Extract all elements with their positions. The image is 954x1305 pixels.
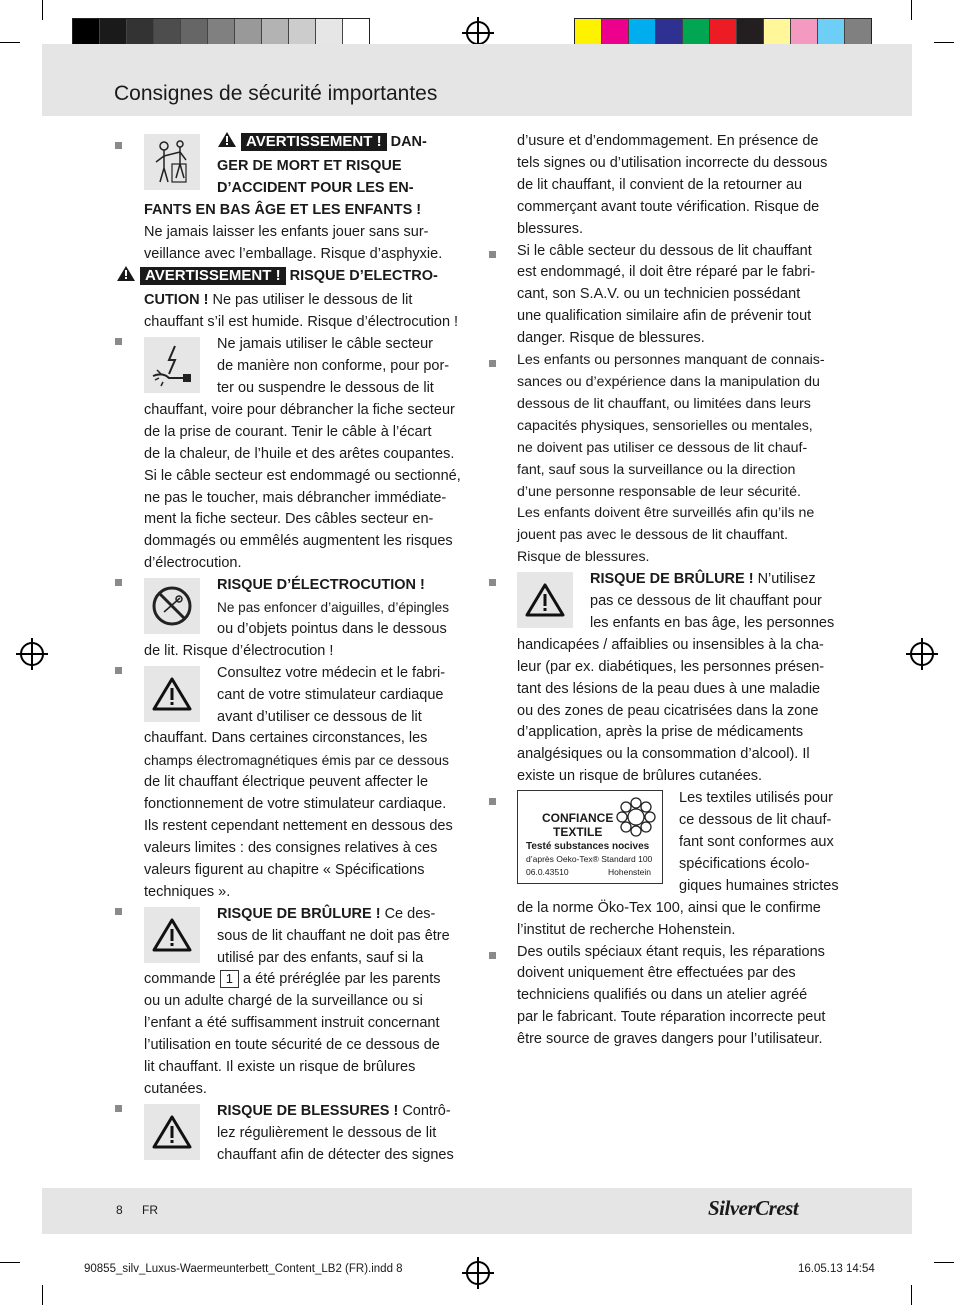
control-number-label: 1 xyxy=(220,970,239,988)
oeko-title: CONFIANCE xyxy=(542,811,614,826)
warning-triangle-icon xyxy=(144,1104,200,1160)
body-text: Si le câble secteur du dessous de lit chauffant xyxy=(517,242,812,259)
bullet xyxy=(489,579,496,586)
body-text: lit chauffant. Il existe un risque de brûlures xyxy=(144,1059,416,1076)
body-text: Ce des- xyxy=(384,905,436,922)
page-title: Consignes de sécurité importantes xyxy=(114,82,438,105)
warning-badge: AVERTISSEMENT ! xyxy=(140,267,286,285)
body-text: techniciens qualifiés ou dans un atelier agréé xyxy=(517,987,808,1004)
body-text: dessous de lit chauffant, ou limitées dans leurs xyxy=(517,395,811,412)
body-text: cant de votre stimulateur cardiaque xyxy=(217,686,444,703)
gray-swatch xyxy=(181,19,208,47)
body-text: blessures. xyxy=(517,220,584,237)
color-swatch xyxy=(737,19,764,47)
child-packaging-icon xyxy=(144,134,200,190)
warning-badge: AVERTISSEMENT ! xyxy=(241,133,387,151)
warning-heading: RISQUE DE BRÛLURE ! xyxy=(590,571,754,588)
crop-mark xyxy=(911,0,912,20)
bullet xyxy=(489,952,496,959)
page-number: 8 xyxy=(116,1203,123,1217)
color-swatch xyxy=(845,19,871,47)
body-text: de la norme Öko-Tex 100, ainsi que le confirme xyxy=(517,899,821,916)
body-text: existe un risque de brûlures cutanées. xyxy=(517,768,763,785)
body-text: Les textiles utilisés pour xyxy=(679,790,833,807)
body-text: ter ou suspendre le dessous de lit xyxy=(217,379,434,396)
warning-heading: DAN- xyxy=(390,134,427,150)
gray-swatch xyxy=(73,19,100,47)
warning-heading: CUTION ! xyxy=(144,292,209,309)
bullet xyxy=(115,579,122,586)
body-text: une qualification similaire afin de prévenir tout xyxy=(517,308,812,325)
language-code: FR xyxy=(142,1203,158,1217)
warning-triangle-icon xyxy=(217,131,237,156)
body-text: fonctionnement de votre stimulateur cardiaque. xyxy=(144,796,447,813)
bullet xyxy=(489,360,496,367)
flower-logo-icon xyxy=(614,795,658,839)
color-swatch xyxy=(602,19,629,47)
bullet xyxy=(489,798,496,805)
body-text: analgésiques ou la consommation d’alcool). Il xyxy=(517,746,810,763)
body-text: lez régulièrement le dessous de lit xyxy=(217,1124,437,1141)
body-text: veillance avec l’emballage. Risque d’asphyxie. xyxy=(144,245,443,262)
bullet xyxy=(115,142,122,149)
body-text: les enfants en bas âge, les personnes xyxy=(590,614,835,631)
body-text: sances ou d’expérience dans la manipulation du xyxy=(517,373,820,390)
burn-risk-section xyxy=(144,904,466,1101)
body-text: de lit chauffant électrique peuvent affecter le xyxy=(144,774,429,791)
bullet xyxy=(115,338,122,345)
warning-heading: RISQUE D’ÉLECTROCUTION ! xyxy=(217,577,425,594)
body-text: de lit. Risque d’électrocution ! xyxy=(144,642,334,659)
injury-risk-section xyxy=(144,1101,466,1167)
oeko-standard: d’après Oeko-Tex® Standard 100 xyxy=(526,854,653,865)
warning-heading: RISQUE D’ELECTRO- xyxy=(289,268,438,285)
oeko-tex-item xyxy=(517,788,843,941)
oeko-institute: Hohenstein xyxy=(608,867,652,878)
color-swatch xyxy=(656,19,683,47)
pacemaker-section xyxy=(144,663,466,904)
brand-logo: SilverCrest xyxy=(708,1196,799,1220)
body-text: cutanées. xyxy=(144,1080,207,1097)
body-text: chauffant s’il est humide. Risque d’électrocution ! xyxy=(144,314,459,331)
body-text: pas ce dessous de lit chauffant pour xyxy=(590,593,822,610)
children-supervision-item xyxy=(517,350,843,569)
warning-triangle-icon xyxy=(517,572,573,628)
color-swatch xyxy=(683,19,710,47)
body-text: ne doivent pas utiliser ce dessous de lit chauf- xyxy=(517,439,808,456)
crop-mark xyxy=(911,1285,912,1305)
body-text: Des outils spéciaux étant requis, les réparations xyxy=(517,943,825,960)
bullet xyxy=(489,251,496,258)
registration-mark-icon xyxy=(466,21,490,45)
color-swatch xyxy=(818,19,845,47)
body-text: d’usure et d’endommagement. En présence de xyxy=(517,133,819,149)
bullet xyxy=(115,908,122,915)
left-column xyxy=(144,131,466,1167)
continued-text xyxy=(517,131,843,241)
body-text: ou des zones de peau cicatrisées dans la zone xyxy=(517,702,819,719)
color-swatch xyxy=(764,19,791,47)
body-text: de la chaleur, de l’huile et des arêtes coupantes. xyxy=(144,445,455,462)
warning-electrocution xyxy=(116,265,466,290)
body-text: de lit chauffant, il convient de la retourner au xyxy=(517,176,803,193)
oeko-number: 06.0.43510 xyxy=(526,867,569,878)
body-text: chauffant. Dans certaines circonstances, les xyxy=(144,730,428,747)
body-text: commande xyxy=(144,971,216,988)
body-text: fant, sauf sous la surveillance ou la direction xyxy=(517,461,796,478)
body-text: Si le câble secteur est endommagé ou sectionné, xyxy=(144,467,461,484)
body-text: chauffant afin de détecter des signes xyxy=(217,1146,454,1163)
body-text: ment la fiche secteur. Des câbles secteur en- xyxy=(144,511,434,528)
body-text: champs électromagnétiques émis par ce dessous xyxy=(144,752,449,769)
body-text: d’application, après la prise de médicaments xyxy=(517,724,804,741)
warning-heading: GER DE MORT ET RISQUE xyxy=(217,157,402,174)
body-text: leur (par ex. diabétiques, les personnes présen- xyxy=(517,658,825,675)
warning-heading: RISQUE DE BLESSURES ! xyxy=(217,1102,399,1119)
body-text: spécifications écolo- xyxy=(679,855,810,872)
body-text: d’électrocution. xyxy=(144,555,242,572)
gray-swatch xyxy=(100,19,127,47)
electrocution-needle-section xyxy=(144,575,466,663)
body-text: ne pas le toucher, mais débrancher immédiate- xyxy=(144,489,447,506)
body-text: ou un adulte chargé de la surveillance ou si xyxy=(144,993,423,1010)
body-text: dommagés ou emmêlés augmentent les risques xyxy=(144,533,453,550)
body-text: commerçant avant toute vérification. Risque de xyxy=(517,198,820,215)
body-text: l’enfant a été suffisamment instruit concernant xyxy=(144,1015,440,1032)
body-text: Contrô- xyxy=(402,1102,451,1119)
body-text: Ne pas enfoncer d’aiguilles, d’épingles xyxy=(217,600,449,616)
slug-datetime: 16.05.13 14:54 xyxy=(798,1263,875,1275)
body-text: giques humaines strictes xyxy=(679,877,839,894)
warning-heading: D’ACCIDENT POUR LES EN- xyxy=(217,179,414,196)
oeko-tex-label xyxy=(517,790,663,884)
body-text: fant sont conformes aux xyxy=(679,834,834,850)
body-text: Ne jamais utiliser le câble secteur xyxy=(217,336,433,353)
right-column xyxy=(517,131,843,1051)
slug-filename: 90855_silv_Luxus-Waermeunterbett_Content_LB2 (FR).indd 8 xyxy=(84,1263,403,1275)
color-swatch xyxy=(629,19,656,47)
repair-item xyxy=(517,942,843,1052)
warning-triangle-icon xyxy=(144,666,200,722)
crop-mark xyxy=(42,0,43,20)
body-text: par le fabricant. Toute réparation incorrecte peut xyxy=(517,1009,826,1026)
gray-swatch xyxy=(343,19,369,47)
body-text: ou d’objets pointus dans le dessous xyxy=(217,620,447,637)
cable-section xyxy=(144,334,466,575)
body-text: N’utilisez xyxy=(757,571,816,588)
oeko-title: TEXTILE xyxy=(553,825,603,840)
body-text: d’une personne responsable de leur sécurité. xyxy=(517,483,801,500)
body-text: a été préréglée par les parents xyxy=(243,971,441,988)
registration-mark-icon xyxy=(466,1261,490,1285)
warning-children xyxy=(144,131,466,265)
gray-swatch xyxy=(316,19,343,47)
body-text: utilisé par des enfants, sauf si la xyxy=(217,949,424,966)
body-text: Ne pas utiliser le dessous de lit xyxy=(212,292,413,309)
body-text: avant d’utiliser ce dessous de lit xyxy=(217,708,422,725)
warning-heading: RISQUE DE BRÛLURE ! xyxy=(217,905,381,922)
no-needles-icon xyxy=(144,578,200,634)
crop-mark xyxy=(0,42,20,43)
body-text: sous de lit chauffant ne doit pas être xyxy=(217,927,450,944)
body-text: valeurs limites : des consignes relatives à ces xyxy=(144,840,438,856)
registration-mark-icon xyxy=(910,642,934,666)
crop-mark xyxy=(934,1262,954,1263)
body-text: doivent uniquement être effectuées par des xyxy=(517,965,796,982)
body-text: ce dessous de lit chauf- xyxy=(679,812,832,829)
body-text: techniques ». xyxy=(144,883,231,900)
oeko-subtitle: Testé substances nocives xyxy=(526,841,650,853)
warning-triangle-icon xyxy=(116,265,136,290)
color-swatch xyxy=(791,19,818,47)
crop-mark xyxy=(934,42,954,43)
cable-repair-item xyxy=(517,241,843,351)
body-text: capacités physiques, sensorielles ou mentales, xyxy=(517,417,813,434)
body-text: jouent pas avec le dessous de lit chauffant. xyxy=(517,527,789,544)
body-text: Les enfants ou personnes manquant de connais- xyxy=(517,352,825,369)
gray-swatch xyxy=(289,19,316,47)
body-text: Ne jamais laisser les enfants jouer sans sur- xyxy=(144,223,429,240)
body-text: être source de graves dangers pour l’utilisateur. xyxy=(517,1031,823,1048)
burn-risk-item xyxy=(517,569,843,788)
body-text: Risque de blessures. xyxy=(517,549,650,566)
body-text: tels signes ou d’utilisation incorrecte du dessous xyxy=(517,154,828,171)
bullet xyxy=(115,1105,122,1112)
body-text: de la prise de courant. Tenir le câble à l’écart xyxy=(144,423,432,440)
body-text: Ils restent cependant nettement en dessous des xyxy=(144,818,453,835)
body-text: de manière non conforme, pour por- xyxy=(217,358,450,375)
body-text: Les enfants doivent être surveillés afin qu’ils ne xyxy=(517,505,815,522)
color-swatch xyxy=(710,19,737,47)
damaged-cable-icon xyxy=(144,337,200,393)
crop-mark xyxy=(42,1285,43,1305)
color-swatch xyxy=(575,19,602,47)
gray-swatch xyxy=(127,19,154,47)
body-text: tant des lésions de la peau dues à une maladie xyxy=(517,680,821,697)
gray-swatch xyxy=(235,19,262,47)
body-text: est endommagé, il doit être réparé par le fabri- xyxy=(517,264,816,281)
body-text: handicapées / affaiblies ou insensibles à la cha- xyxy=(517,636,824,653)
body-text: l’utilisation en toute sécurité de ce dessous de xyxy=(144,1037,440,1054)
body-text: l’institut de recherche Hohenstein. xyxy=(517,921,736,938)
crop-mark xyxy=(0,1262,20,1263)
gray-swatch xyxy=(208,19,235,47)
gray-swatch xyxy=(154,19,181,47)
body-text: cant, son S.A.V. ou un technicien possédant xyxy=(517,286,801,303)
warning-triangle-icon xyxy=(144,907,200,963)
body-text: danger. Risque de blessures. xyxy=(517,330,705,347)
warning-heading: FANTS EN BAS ÂGE ET LES ENFANTS ! xyxy=(144,201,422,218)
body-text: Consultez votre médecin et le fabri- xyxy=(217,664,446,681)
bullet xyxy=(115,667,122,674)
gray-swatch xyxy=(262,19,289,47)
body-text: valeurs figurent au chapitre « Spécifications xyxy=(144,861,425,878)
registration-mark-icon xyxy=(20,642,44,666)
body-text: chauffant, voire pour débrancher la fiche secteur xyxy=(144,401,455,418)
